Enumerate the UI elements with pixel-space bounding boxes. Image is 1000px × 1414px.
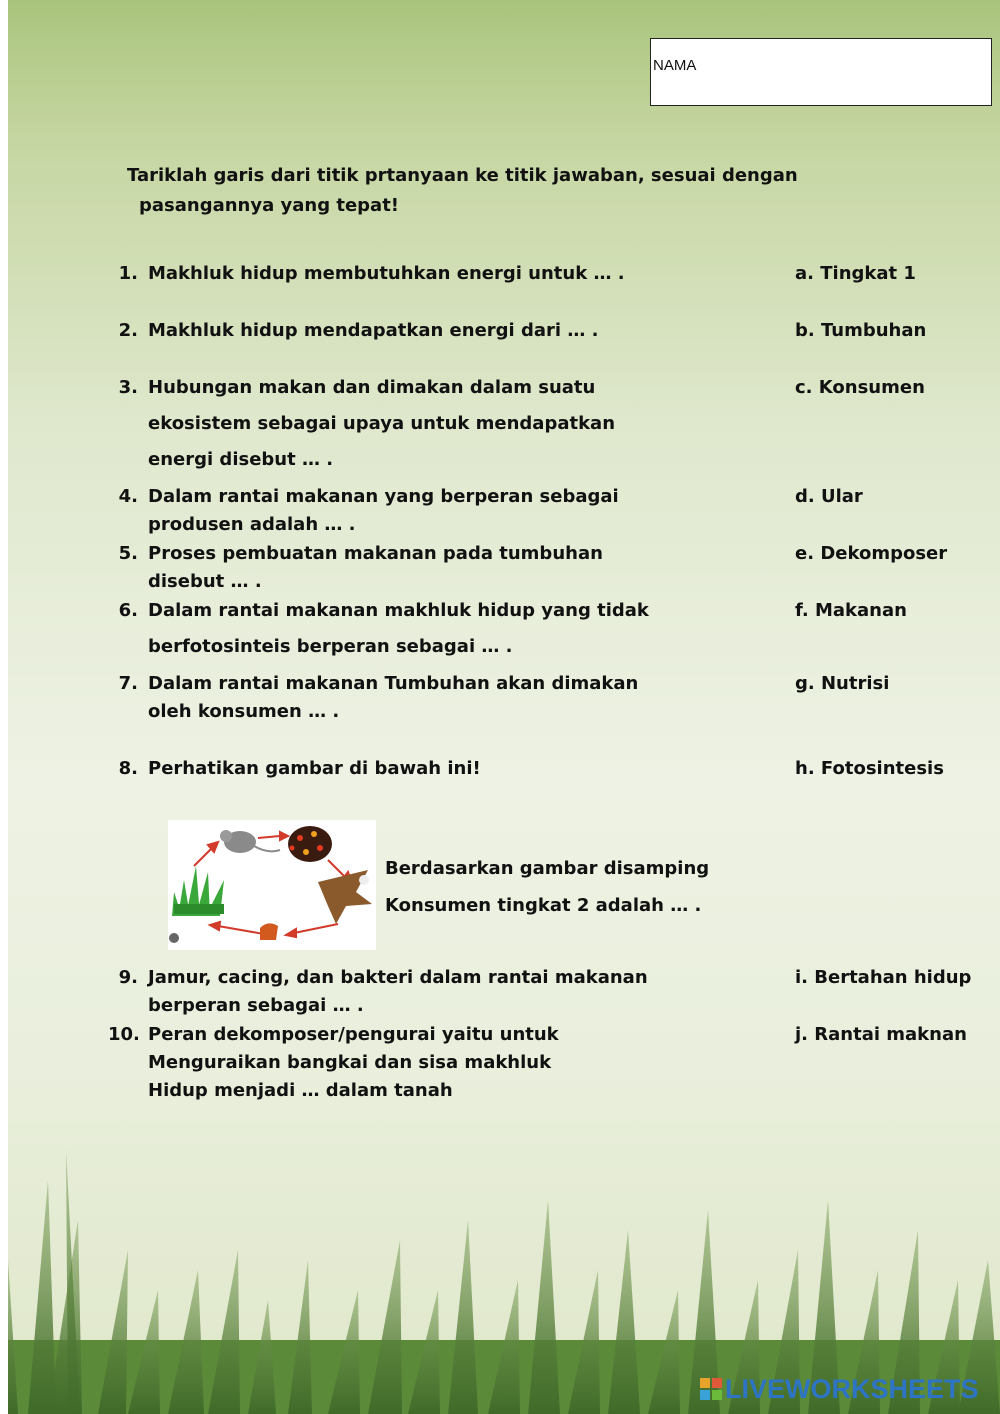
answer-j[interactable]: j. Rantai maknan [795, 1024, 967, 1045]
question-text: Makhluk hidup mendapatkan energi dari … . [148, 320, 599, 341]
answer-d[interactable]: d. Ular [795, 486, 863, 507]
question-number: 8. [118, 758, 138, 779]
question-text: Proses pembuatan makanan pada tumbuhan [148, 543, 603, 564]
grass-decoration [8, 1140, 1000, 1414]
question-text: energi disebut … . [148, 449, 334, 470]
question-text: Dalam rantai makanan Tumbuhan akan dimakan [148, 673, 639, 694]
answer-h[interactable]: h. Fotosintesis [795, 758, 944, 779]
question-text: Menguraikan bangkai dan sisa makhluk [148, 1052, 552, 1073]
question-text: berfotosinteis berperan sebagai … . [148, 636, 513, 657]
question-number: 2. [118, 320, 138, 341]
worksheet-page [8, 0, 1000, 1414]
answer-c[interactable]: c. Konsumen [795, 377, 925, 398]
question-text: ekosistem sebagai upaya untuk mendapatkan [148, 413, 616, 434]
question-text: Dalam rantai makanan yang berperan sebagai [148, 486, 619, 507]
instruction-line-1: Tariklah garis dari titik prtanyaan ke titik jawaban, sesuai dengan [127, 165, 798, 186]
question-text: Peran dekomposer/pengurai yaitu untuk [148, 1024, 559, 1045]
question-text: berperan sebagai … . [148, 995, 364, 1016]
answer-e[interactable]: e. Dekomposer [795, 543, 948, 564]
question-number: 10. [108, 1024, 140, 1045]
question-text: Jamur, cacing, dan bakteri dalam rantai makanan [148, 967, 648, 988]
question-number: 3. [118, 377, 138, 398]
question-number: 6. [118, 600, 138, 621]
question-8-prompt-line-1: Berdasarkan gambar disamping [385, 858, 710, 879]
question-text: disebut … . [148, 571, 262, 592]
logo-icon [700, 1378, 722, 1400]
question-text: Hidup menjadi … dalam tanah [148, 1080, 453, 1101]
question-number: 7. [118, 673, 138, 694]
question-text: produsen adalah … . [148, 514, 356, 535]
liveworksheets-logo [700, 1374, 979, 1405]
answer-f[interactable]: f. Makanan [795, 600, 907, 621]
question-number: 1. [118, 263, 138, 284]
question-text: Makhluk hidup membutuhkan energi untuk … . [148, 263, 625, 284]
question-text: Dalam rantai makanan makhluk hidup yang tidak [148, 600, 649, 621]
logo-text: LIVEWORKSHEETS [725, 1374, 979, 1404]
food-chain-image [168, 820, 376, 950]
question-text: oleh konsumen … . [148, 701, 340, 722]
name-field[interactable] [650, 38, 992, 106]
question-8-prompt-line-2: Konsumen tingkat 2 adalah … . [385, 895, 702, 916]
question-number: 9. [118, 967, 138, 988]
instruction [127, 161, 887, 221]
page-margin [0, 0, 8, 1414]
instruction-line-2: pasangannya yang tepat! [139, 195, 400, 216]
name-label: NAMA [653, 57, 697, 74]
question-number: 4. [118, 486, 138, 507]
question-text: Perhatikan gambar di bawah ini! [148, 758, 481, 779]
answer-b[interactable]: b. Tumbuhan [795, 320, 927, 341]
answer-g[interactable]: g. Nutrisi [795, 673, 890, 694]
question-text: Hubungan makan dan dimakan dalam suatu [148, 377, 596, 398]
question-number: 5. [118, 543, 138, 564]
answer-a[interactable]: a. Tingkat 1 [795, 263, 916, 284]
answer-i[interactable]: i. Bertahan hidup [795, 967, 972, 988]
